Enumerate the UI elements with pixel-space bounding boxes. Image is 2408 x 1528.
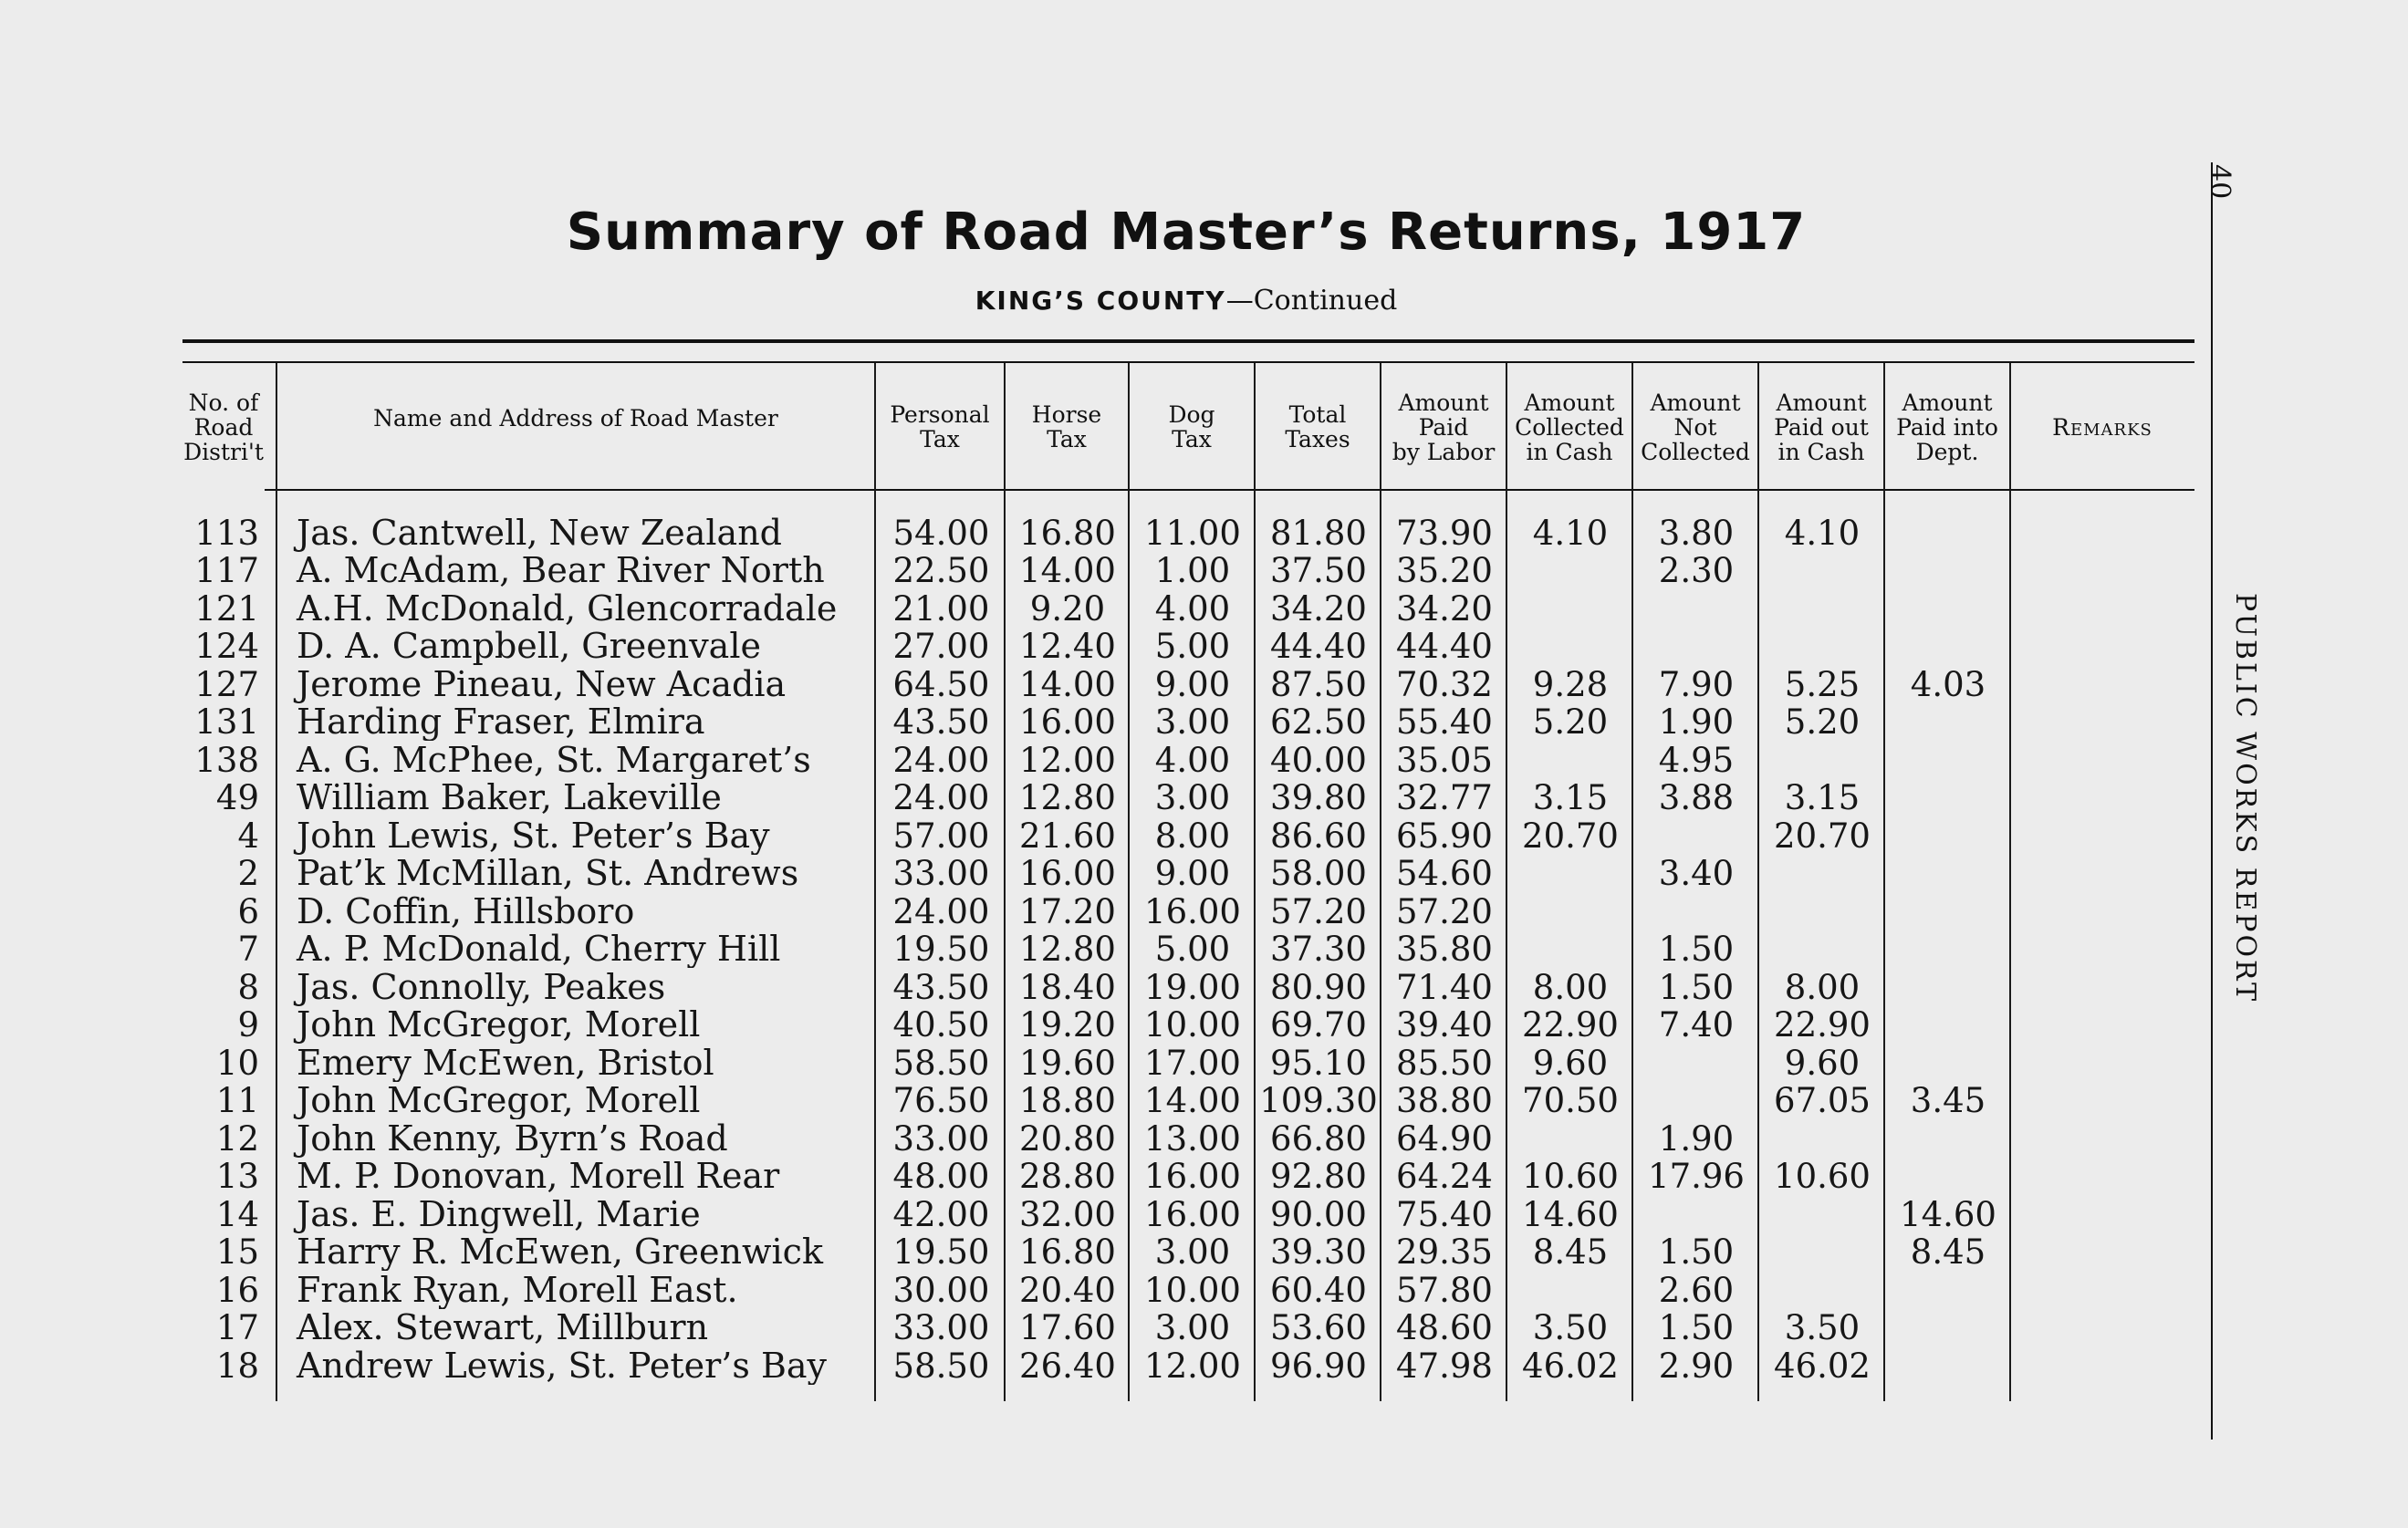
cell-horse-tax: 16.00 — [1019, 702, 1116, 741]
cell-district-no: 127 — [194, 665, 259, 703]
cell-horse-tax: 19.20 — [1019, 1005, 1116, 1044]
cell-horse-tax: 21.60 — [1019, 816, 1116, 855]
cell-paid-into-dept: 4.03 — [1910, 665, 1986, 703]
cell-road-master: Harding Fraser, Elmira — [297, 702, 705, 741]
cell-road-master: Frank Ryan, Morell East. — [297, 1271, 738, 1309]
cell-collected-in-cash — [1507, 628, 1633, 666]
cell-paid-by-labor: 35.05 — [1396, 741, 1493, 779]
cell-dog-tax: 3.00 — [1154, 702, 1231, 741]
subtitle-continued: —Continued — [1225, 285, 1398, 317]
margin-rule — [2211, 162, 2213, 1440]
cell-not-collected: 1.50 — [1658, 1232, 1735, 1271]
cell-paid-into-dept — [1885, 1346, 2011, 1385]
cell-district-no: 113 — [194, 514, 259, 552]
cell-paid-by-labor: 39.40 — [1396, 1005, 1493, 1044]
header-horse-tax: Horse Tax — [1031, 401, 1102, 452]
cell-collected-in-cash: 4.10 — [1532, 514, 1609, 552]
cell-personal-tax: 42.00 — [892, 1195, 990, 1233]
cell-not-collected: 1.50 — [1658, 1308, 1735, 1346]
cell-paid-by-labor: 57.20 — [1396, 892, 1493, 930]
cell-paid-out-in-cash — [1759, 1233, 1885, 1272]
cell-not-collected: 17.96 — [1648, 1157, 1745, 1195]
cell-road-master: William Baker, Lakeville — [297, 778, 722, 816]
cell-not-collected — [1633, 1195, 1759, 1233]
cell-road-master: Jerome Pineau, New Acadia — [297, 665, 787, 703]
cell-personal-tax: 27.00 — [892, 627, 990, 665]
table-row — [0, 552, 2011, 590]
cell-horse-tax: 12.80 — [1019, 930, 1116, 968]
cell-total-taxes: 86.60 — [1270, 816, 1367, 855]
cell-collected-in-cash: 8.00 — [1532, 968, 1609, 1006]
cell-personal-tax: 19.50 — [892, 930, 990, 968]
cell-paid-by-labor: 71.40 — [1396, 968, 1493, 1006]
cell-road-master: Andrew Lewis, St. Peter’s Bay — [297, 1346, 828, 1385]
cell-dog-tax: 9.00 — [1154, 854, 1231, 892]
cell-paid-by-labor: 35.80 — [1396, 930, 1493, 968]
cell-total-taxes: 95.10 — [1270, 1044, 1367, 1082]
table-row — [0, 1346, 2011, 1385]
cell-dog-tax: 4.00 — [1154, 589, 1231, 628]
cell-paid-into-dept — [1885, 1006, 2011, 1045]
cell-personal-tax: 30.00 — [892, 1271, 990, 1309]
cell-dog-tax: 5.00 — [1154, 627, 1231, 665]
cell-dog-tax: 17.00 — [1144, 1044, 1241, 1082]
table-row — [0, 1271, 2011, 1309]
cell-paid-by-labor: 44.40 — [1396, 627, 1493, 665]
cell-not-collected: 7.90 — [1658, 665, 1735, 703]
cell-paid-by-labor: 29.35 — [1396, 1232, 1493, 1271]
cell-road-master: John Kenny, Byrn’s Road — [297, 1119, 728, 1158]
cell-total-taxes: 87.50 — [1270, 665, 1367, 703]
cell-not-collected — [1633, 816, 1759, 855]
cell-road-master: Harry R. McEwen, Greenwick — [297, 1232, 823, 1271]
cell-paid-by-labor: 55.40 — [1396, 702, 1493, 741]
cell-road-master: John Lewis, St. Peter’s Bay — [297, 816, 770, 855]
cell-paid-into-dept — [1885, 514, 2011, 552]
cell-paid-into-dept — [1885, 779, 2011, 817]
cell-collected-in-cash: 46.02 — [1522, 1346, 1619, 1385]
cell-horse-tax: 18.40 — [1019, 968, 1116, 1006]
cell-road-master: A.H. McDonald, Glencorradale — [297, 589, 838, 628]
table-row — [0, 589, 2011, 628]
cell-horse-tax: 32.00 — [1019, 1195, 1116, 1233]
cell-district-no: 17 — [215, 1308, 259, 1346]
cell-horse-tax: 20.40 — [1019, 1271, 1116, 1309]
cell-district-no: 14 — [215, 1195, 259, 1233]
cell-paid-out-in-cash — [1759, 930, 1885, 969]
header-personal-tax: Personal Tax — [890, 401, 990, 452]
cell-total-taxes: 57.20 — [1270, 892, 1367, 930]
cell-total-taxes: 96.90 — [1270, 1346, 1367, 1385]
cell-horse-tax: 12.00 — [1019, 741, 1116, 779]
running-title: PUBLIC WORKS REPORT — [2229, 593, 2261, 1004]
cell-total-taxes: 66.80 — [1270, 1119, 1367, 1158]
table-row — [0, 665, 2011, 703]
table-row — [0, 1119, 2011, 1158]
cell-district-no: 16 — [215, 1271, 259, 1309]
cell-road-master: Alex. Stewart, Millburn — [297, 1308, 709, 1346]
cell-dog-tax: 10.00 — [1144, 1005, 1241, 1044]
cell-personal-tax: 40.50 — [892, 1005, 990, 1044]
cell-district-no: 10 — [215, 1044, 259, 1082]
cell-personal-tax: 76.50 — [892, 1081, 990, 1119]
table-row — [0, 1195, 2011, 1233]
cell-paid-out-in-cash — [1759, 855, 1885, 893]
cell-road-master: Jas. Cantwell, New Zealand — [297, 514, 782, 552]
cell-dog-tax: 16.00 — [1144, 1195, 1241, 1233]
table-row — [0, 1233, 2011, 1272]
cell-road-master: D. A. Campbell, Greenvale — [297, 627, 761, 665]
table-row — [0, 779, 2011, 817]
cell-paid-into-dept — [1885, 741, 2011, 779]
cell-paid-by-labor: 57.80 — [1396, 1271, 1493, 1309]
cell-road-master: A. G. McPhee, St. Margaret’s — [297, 741, 811, 779]
cell-total-taxes: 69.70 — [1270, 1005, 1367, 1044]
cell-road-master: Emery McEwen, Bristol — [297, 1044, 714, 1082]
cell-paid-by-labor: 75.40 — [1396, 1195, 1493, 1233]
cell-personal-tax: 19.50 — [892, 1232, 990, 1271]
cell-dog-tax: 3.00 — [1154, 1232, 1231, 1271]
table-row — [0, 892, 2011, 930]
cell-dog-tax: 16.00 — [1144, 892, 1241, 930]
cell-district-no: 12 — [215, 1119, 259, 1158]
cell-district-no: 4 — [237, 816, 259, 855]
cell-not-collected: 7.40 — [1658, 1005, 1735, 1044]
cell-paid-out-in-cash — [1759, 892, 1885, 930]
cell-total-taxes: 39.80 — [1270, 778, 1367, 816]
cell-paid-out-in-cash — [1759, 741, 1885, 779]
cell-paid-out-in-cash: 10.60 — [1774, 1157, 1871, 1195]
cell-paid-out-in-cash — [1759, 1271, 1885, 1309]
cell-dog-tax: 3.00 — [1154, 1308, 1231, 1346]
cell-dog-tax: 1.00 — [1154, 551, 1231, 589]
cell-collected-in-cash — [1507, 552, 1633, 590]
cell-total-taxes: 40.00 — [1270, 741, 1367, 779]
cell-dog-tax: 13.00 — [1144, 1119, 1241, 1158]
cell-personal-tax: 57.00 — [892, 816, 990, 855]
cell-horse-tax: 26.40 — [1019, 1346, 1116, 1385]
cell-not-collected: 3.88 — [1658, 778, 1735, 816]
cell-not-collected — [1633, 628, 1759, 666]
page-title: Summary of Road Master’s Returns, 1917 — [566, 203, 1807, 262]
cell-paid-by-labor: 54.60 — [1396, 854, 1493, 892]
cell-paid-into-dept: 14.60 — [1900, 1195, 1996, 1233]
cell-collected-in-cash: 20.70 — [1522, 816, 1619, 855]
county-name: KING’S COUNTY — [975, 286, 1226, 316]
header-name-address: Name and Address of Road Master — [373, 404, 778, 431]
table-row — [0, 855, 2011, 893]
header-collected-in-cash: Amount Collected in Cash — [1515, 389, 1624, 465]
table-row — [0, 1082, 2011, 1120]
cell-total-taxes: 109.30 — [1259, 1081, 1378, 1119]
cell-district-no: 18 — [215, 1346, 259, 1385]
cell-horse-tax: 18.80 — [1019, 1081, 1116, 1119]
cell-dog-tax: 4.00 — [1154, 741, 1231, 779]
header-paid-into-dept: Amount Paid into Dept. — [1896, 389, 1998, 465]
cell-total-taxes: 62.50 — [1270, 702, 1367, 741]
page-subtitle — [182, 285, 2190, 317]
cell-collected-in-cash — [1507, 930, 1633, 969]
returns-table — [0, 514, 2011, 1385]
cell-total-taxes: 44.40 — [1270, 627, 1367, 665]
cell-paid-out-in-cash — [1759, 589, 1885, 628]
cell-paid-out-in-cash: 46.02 — [1774, 1346, 1871, 1385]
cell-dog-tax: 3.00 — [1154, 778, 1231, 816]
cell-paid-by-labor: 85.50 — [1396, 1044, 1493, 1082]
cell-collected-in-cash — [1507, 741, 1633, 779]
cell-paid-by-labor: 32.77 — [1396, 778, 1493, 816]
cell-collected-in-cash: 9.60 — [1532, 1044, 1609, 1082]
cell-total-taxes: 90.00 — [1270, 1195, 1367, 1233]
cell-paid-into-dept — [1885, 628, 2011, 666]
cell-paid-into-dept — [1885, 892, 2011, 930]
cell-collected-in-cash: 22.90 — [1522, 1005, 1619, 1044]
cell-not-collected: 2.30 — [1658, 551, 1735, 589]
cell-paid-out-in-cash: 3.15 — [1784, 778, 1861, 816]
cell-horse-tax: 14.00 — [1019, 551, 1116, 589]
cell-horse-tax: 12.40 — [1019, 627, 1116, 665]
cell-district-no: 7 — [237, 930, 259, 968]
cell-total-taxes: 53.60 — [1270, 1308, 1367, 1346]
cell-paid-out-in-cash — [1759, 1119, 1885, 1158]
top-rule-thick — [182, 339, 2194, 343]
cell-paid-by-labor: 70.32 — [1396, 665, 1493, 703]
cell-district-no: 6 — [237, 892, 259, 930]
cell-paid-into-dept — [1885, 968, 2011, 1006]
cell-collected-in-cash: 9.28 — [1532, 665, 1609, 703]
cell-total-taxes: 81.80 — [1270, 514, 1367, 552]
cell-paid-by-labor: 64.24 — [1396, 1157, 1493, 1195]
cell-district-no: 49 — [215, 778, 259, 816]
cell-district-no: 124 — [194, 627, 259, 665]
cell-not-collected: 1.50 — [1658, 930, 1735, 968]
cell-personal-tax: 33.00 — [892, 854, 990, 892]
cell-paid-into-dept — [1885, 1271, 2011, 1309]
cell-paid-out-in-cash: 22.90 — [1774, 1005, 1871, 1044]
cell-road-master: A. P. McDonald, Cherry Hill — [297, 930, 781, 968]
cell-not-collected: 3.80 — [1658, 514, 1735, 552]
cell-road-master: Jas. E. Dingwell, Marie — [297, 1195, 701, 1233]
cell-personal-tax: 58.50 — [892, 1044, 990, 1082]
table-row — [0, 514, 2011, 552]
cell-personal-tax: 43.50 — [892, 968, 990, 1006]
table-row — [0, 1158, 2011, 1196]
cell-horse-tax: 17.60 — [1019, 1308, 1116, 1346]
cell-not-collected: 2.90 — [1658, 1346, 1735, 1385]
cell-road-master: A. McAdam, Bear River North — [297, 551, 825, 589]
cell-not-collected: 1.50 — [1658, 968, 1735, 1006]
cell-horse-tax: 17.20 — [1019, 892, 1116, 930]
cell-not-collected: 3.40 — [1658, 854, 1735, 892]
cell-not-collected — [1633, 1044, 1759, 1082]
cell-paid-into-dept — [1885, 1044, 2011, 1082]
cell-paid-out-in-cash: 4.10 — [1784, 514, 1861, 552]
cell-collected-in-cash: 8.45 — [1532, 1232, 1609, 1271]
cell-paid-out-in-cash: 20.70 — [1774, 816, 1871, 855]
cell-road-master: M. P. Donovan, Morell Rear — [297, 1157, 780, 1195]
cell-paid-into-dept: 8.45 — [1910, 1232, 1986, 1271]
cell-horse-tax: 16.80 — [1019, 1232, 1116, 1271]
table-row — [0, 816, 2011, 855]
table-row — [0, 930, 2011, 969]
cell-horse-tax: 19.60 — [1019, 1044, 1116, 1082]
cell-dog-tax: 16.00 — [1144, 1157, 1241, 1195]
header-paid-out-in-cash: Amount Paid out in Cash — [1774, 389, 1869, 465]
cell-district-no: 2 — [237, 854, 259, 892]
cell-paid-into-dept — [1885, 855, 2011, 893]
cell-not-collected: 1.90 — [1658, 1119, 1735, 1158]
cell-paid-out-in-cash — [1759, 1195, 1885, 1233]
table-row — [0, 1006, 2011, 1045]
cell-total-taxes: 37.50 — [1270, 551, 1367, 589]
page-number: 40 — [2204, 164, 2236, 200]
cell-total-taxes: 92.80 — [1270, 1157, 1367, 1195]
cell-collected-in-cash: 5.20 — [1532, 702, 1609, 741]
cell-dog-tax: 9.00 — [1154, 665, 1231, 703]
cell-personal-tax: 33.00 — [892, 1119, 990, 1158]
cell-district-no: 9 — [237, 1005, 259, 1044]
table-row — [0, 1044, 2011, 1082]
cell-collected-in-cash — [1507, 855, 1633, 893]
cell-paid-by-labor: 64.90 — [1396, 1119, 1493, 1158]
cell-dog-tax: 10.00 — [1144, 1271, 1241, 1309]
cell-personal-tax: 64.50 — [892, 665, 990, 703]
header-dog-tax: Dog Tax — [1168, 401, 1215, 452]
cell-dog-tax: 14.00 — [1144, 1081, 1241, 1119]
cell-personal-tax: 33.00 — [892, 1308, 990, 1346]
cell-not-collected — [1633, 1082, 1759, 1120]
cell-horse-tax: 12.80 — [1019, 778, 1116, 816]
cell-collected-in-cash: 3.50 — [1532, 1308, 1609, 1346]
cell-dog-tax: 19.00 — [1144, 968, 1241, 1006]
cell-paid-out-in-cash: 8.00 — [1784, 968, 1861, 1006]
cell-collected-in-cash — [1507, 892, 1633, 930]
header-paid-by-labor: Amount Paid by Labor — [1392, 389, 1496, 465]
table-row — [0, 968, 2011, 1006]
header-total-taxes: Total Taxes — [1285, 401, 1350, 452]
cell-paid-out-in-cash: 5.25 — [1784, 665, 1861, 703]
cell-personal-tax: 43.50 — [892, 702, 990, 741]
cell-paid-by-labor: 34.20 — [1396, 589, 1493, 628]
cell-horse-tax: 16.80 — [1019, 514, 1116, 552]
cell-not-collected: 1.90 — [1658, 702, 1735, 741]
cell-dog-tax: 8.00 — [1154, 816, 1231, 855]
cell-personal-tax: 24.00 — [892, 892, 990, 930]
header-not-collected: Amount Not Collected — [1641, 389, 1750, 465]
cell-road-master: John McGregor, Morell — [297, 1081, 701, 1119]
cell-total-taxes: 39.30 — [1270, 1232, 1367, 1271]
table-row — [0, 628, 2011, 666]
cell-collected-in-cash: 3.15 — [1532, 778, 1609, 816]
cell-collected-in-cash — [1507, 1119, 1633, 1158]
cell-personal-tax: 58.50 — [892, 1346, 990, 1385]
cell-horse-tax: 9.20 — [1029, 589, 1106, 628]
cell-road-master: D. Coffin, Hillsboro — [297, 892, 635, 930]
table-row — [0, 1309, 2011, 1347]
cell-total-taxes: 34.20 — [1270, 589, 1367, 628]
cell-collected-in-cash: 10.60 — [1522, 1157, 1619, 1195]
cell-district-no: 13 — [215, 1157, 259, 1195]
cell-paid-into-dept — [1885, 1309, 2011, 1347]
cell-paid-out-in-cash — [1759, 628, 1885, 666]
cell-horse-tax: 16.00 — [1019, 854, 1116, 892]
cell-personal-tax: 48.00 — [892, 1157, 990, 1195]
cell-paid-by-labor: 48.60 — [1396, 1308, 1493, 1346]
cell-district-no: 138 — [194, 741, 259, 779]
cell-total-taxes: 60.40 — [1270, 1271, 1367, 1309]
cell-not-collected — [1633, 892, 1759, 930]
cell-district-no: 11 — [215, 1081, 259, 1119]
cell-total-taxes: 80.90 — [1270, 968, 1367, 1006]
cell-district-no: 117 — [194, 551, 259, 589]
cell-horse-tax: 14.00 — [1019, 665, 1116, 703]
cell-collected-in-cash: 70.50 — [1522, 1081, 1619, 1119]
cell-paid-by-labor: 35.20 — [1396, 551, 1493, 589]
cell-road-master: Pat’k McMillan, St. Andrews — [297, 854, 799, 892]
cell-district-no: 15 — [215, 1232, 259, 1271]
cell-paid-out-in-cash: 67.05 — [1774, 1081, 1871, 1119]
cell-dog-tax: 5.00 — [1154, 930, 1231, 968]
header-road-district: No. of Road Distri't — [183, 389, 264, 465]
cell-horse-tax: 28.80 — [1019, 1157, 1116, 1195]
table-row — [0, 741, 2011, 779]
header-remarks: Remarks — [2052, 413, 2153, 441]
cell-dog-tax: 11.00 — [1144, 514, 1241, 552]
cell-paid-by-labor: 73.90 — [1396, 514, 1493, 552]
cell-total-taxes: 37.30 — [1270, 930, 1367, 968]
cell-district-no: 121 — [194, 589, 259, 628]
table-row — [0, 703, 2011, 742]
cell-paid-into-dept — [1885, 589, 2011, 628]
cell-paid-into-dept — [1885, 552, 2011, 590]
cell-paid-out-in-cash: 9.60 — [1784, 1044, 1861, 1082]
cell-personal-tax: 22.50 — [892, 551, 990, 589]
cell-collected-in-cash — [1507, 1271, 1633, 1309]
cell-paid-into-dept: 3.45 — [1910, 1081, 1986, 1119]
cell-total-taxes: 58.00 — [1270, 854, 1367, 892]
cell-road-master: Jas. Connolly, Peakes — [297, 968, 666, 1006]
cell-personal-tax: 24.00 — [892, 778, 990, 816]
cell-not-collected — [1633, 589, 1759, 628]
cell-paid-by-labor: 38.80 — [1396, 1081, 1493, 1119]
cell-dog-tax: 12.00 — [1144, 1346, 1241, 1385]
cell-collected-in-cash — [1507, 589, 1633, 628]
cell-road-master: John McGregor, Morell — [297, 1005, 701, 1044]
cell-district-no: 8 — [237, 968, 259, 1006]
cell-district-no: 131 — [194, 702, 259, 741]
cell-paid-out-in-cash: 3.50 — [1784, 1308, 1861, 1346]
cell-paid-by-labor: 47.98 — [1396, 1346, 1493, 1385]
cell-not-collected: 4.95 — [1658, 741, 1735, 779]
cell-paid-into-dept — [1885, 1158, 2011, 1196]
cell-paid-out-in-cash — [1759, 552, 1885, 590]
cell-paid-by-labor: 65.90 — [1396, 816, 1493, 855]
cell-personal-tax: 54.00 — [892, 514, 990, 552]
header-rule — [265, 489, 2194, 491]
cell-personal-tax: 21.00 — [892, 589, 990, 628]
cell-not-collected: 2.60 — [1658, 1271, 1735, 1309]
cell-paid-out-in-cash: 5.20 — [1784, 702, 1861, 741]
cell-horse-tax: 20.80 — [1019, 1119, 1116, 1158]
cell-collected-in-cash: 14.60 — [1522, 1195, 1619, 1233]
cell-personal-tax: 24.00 — [892, 741, 990, 779]
cell-paid-into-dept — [1885, 1119, 2011, 1158]
cell-paid-into-dept — [1885, 930, 2011, 969]
cell-paid-into-dept — [1885, 703, 2011, 742]
cell-paid-into-dept — [1885, 816, 2011, 855]
